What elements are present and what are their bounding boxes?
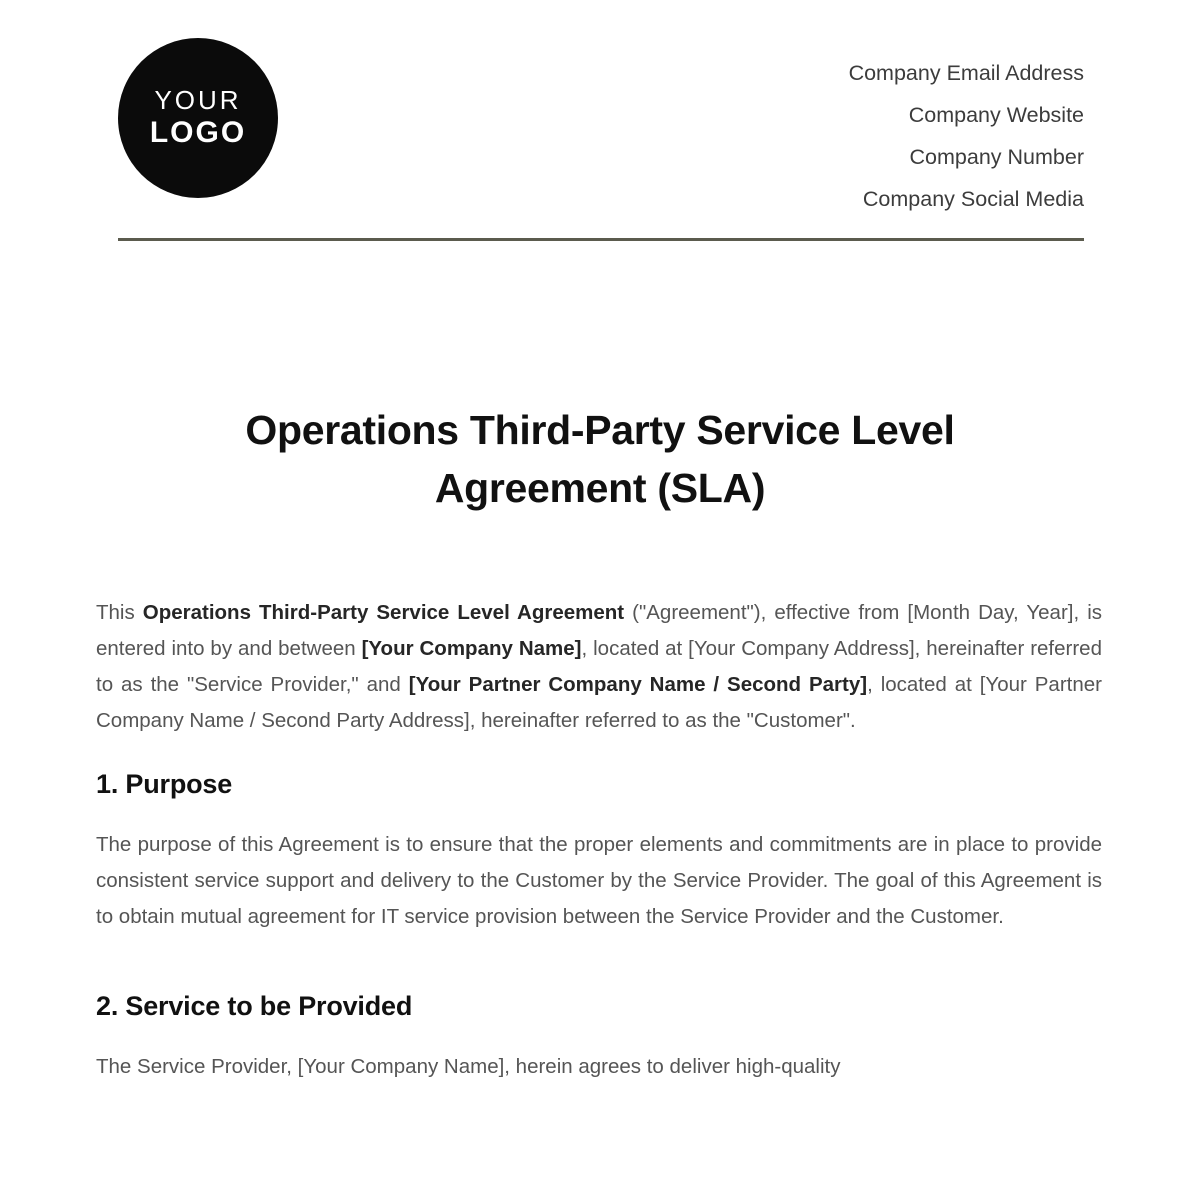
section-body-purpose: The purpose of this Agreement is to ensure that the proper elements and commitments are in place to provide consistent service support and delivery to the Customer by the Service Provider. The goal of this Agreement is to obtain mutual agreement for IT service provision between the Service Provider and the Customer. bbox=[96, 833, 1102, 929]
contact-number-label: Company Number bbox=[909, 145, 1084, 169]
logo-text-line-2: LOGO bbox=[149, 115, 247, 149]
document-header bbox=[0, 0, 1200, 220]
circle-logo-placeholder-icon bbox=[118, 38, 278, 198]
header-divider bbox=[118, 238, 1084, 241]
contact-email-label: Company Email Address bbox=[848, 61, 1084, 85]
page-title: Operations Third-Party Service Level Agreement (SLA) bbox=[245, 407, 955, 512]
company-contact-block bbox=[849, 38, 1084, 220]
contact-website-label: Company Website bbox=[908, 103, 1084, 127]
section-heading-service-to-be-provided: 2. Service to be Provided bbox=[96, 991, 413, 1022]
section-heading-purpose: 1. Purpose bbox=[96, 769, 233, 800]
logo-text-line-1: YOUR bbox=[154, 84, 242, 115]
intro-text-4: , located at [Your Partner Company Name / Second Party Address], hereinafter referred to as the "Customer". bbox=[96, 673, 1102, 733]
intro-bold-agreement-name: Operations Third-Party Service Level Agreement bbox=[142, 601, 625, 625]
intro-text-1: This bbox=[96, 601, 143, 625]
contact-social-media-label: Company Social Media bbox=[862, 187, 1084, 211]
intro-bold-company-name: [Your Company Name] bbox=[361, 637, 582, 661]
intro-text-3: , located at [Your Company Address], hereinafter referred to as the "Service Provider," and bbox=[96, 637, 1102, 697]
intro-bold-partner-name: [Your Partner Company Name / Second Party] bbox=[408, 673, 868, 697]
intro-paragraph bbox=[96, 595, 1102, 739]
document-body bbox=[96, 595, 1102, 1085]
section-body-service-to-be-provided: The Service Provider, [Your Company Name], herein agrees to deliver high-quality bbox=[96, 1055, 841, 1079]
intro-text-2: ("Agreement"), effective from [Month Day, Year], is entered into by and between bbox=[96, 601, 1102, 661]
